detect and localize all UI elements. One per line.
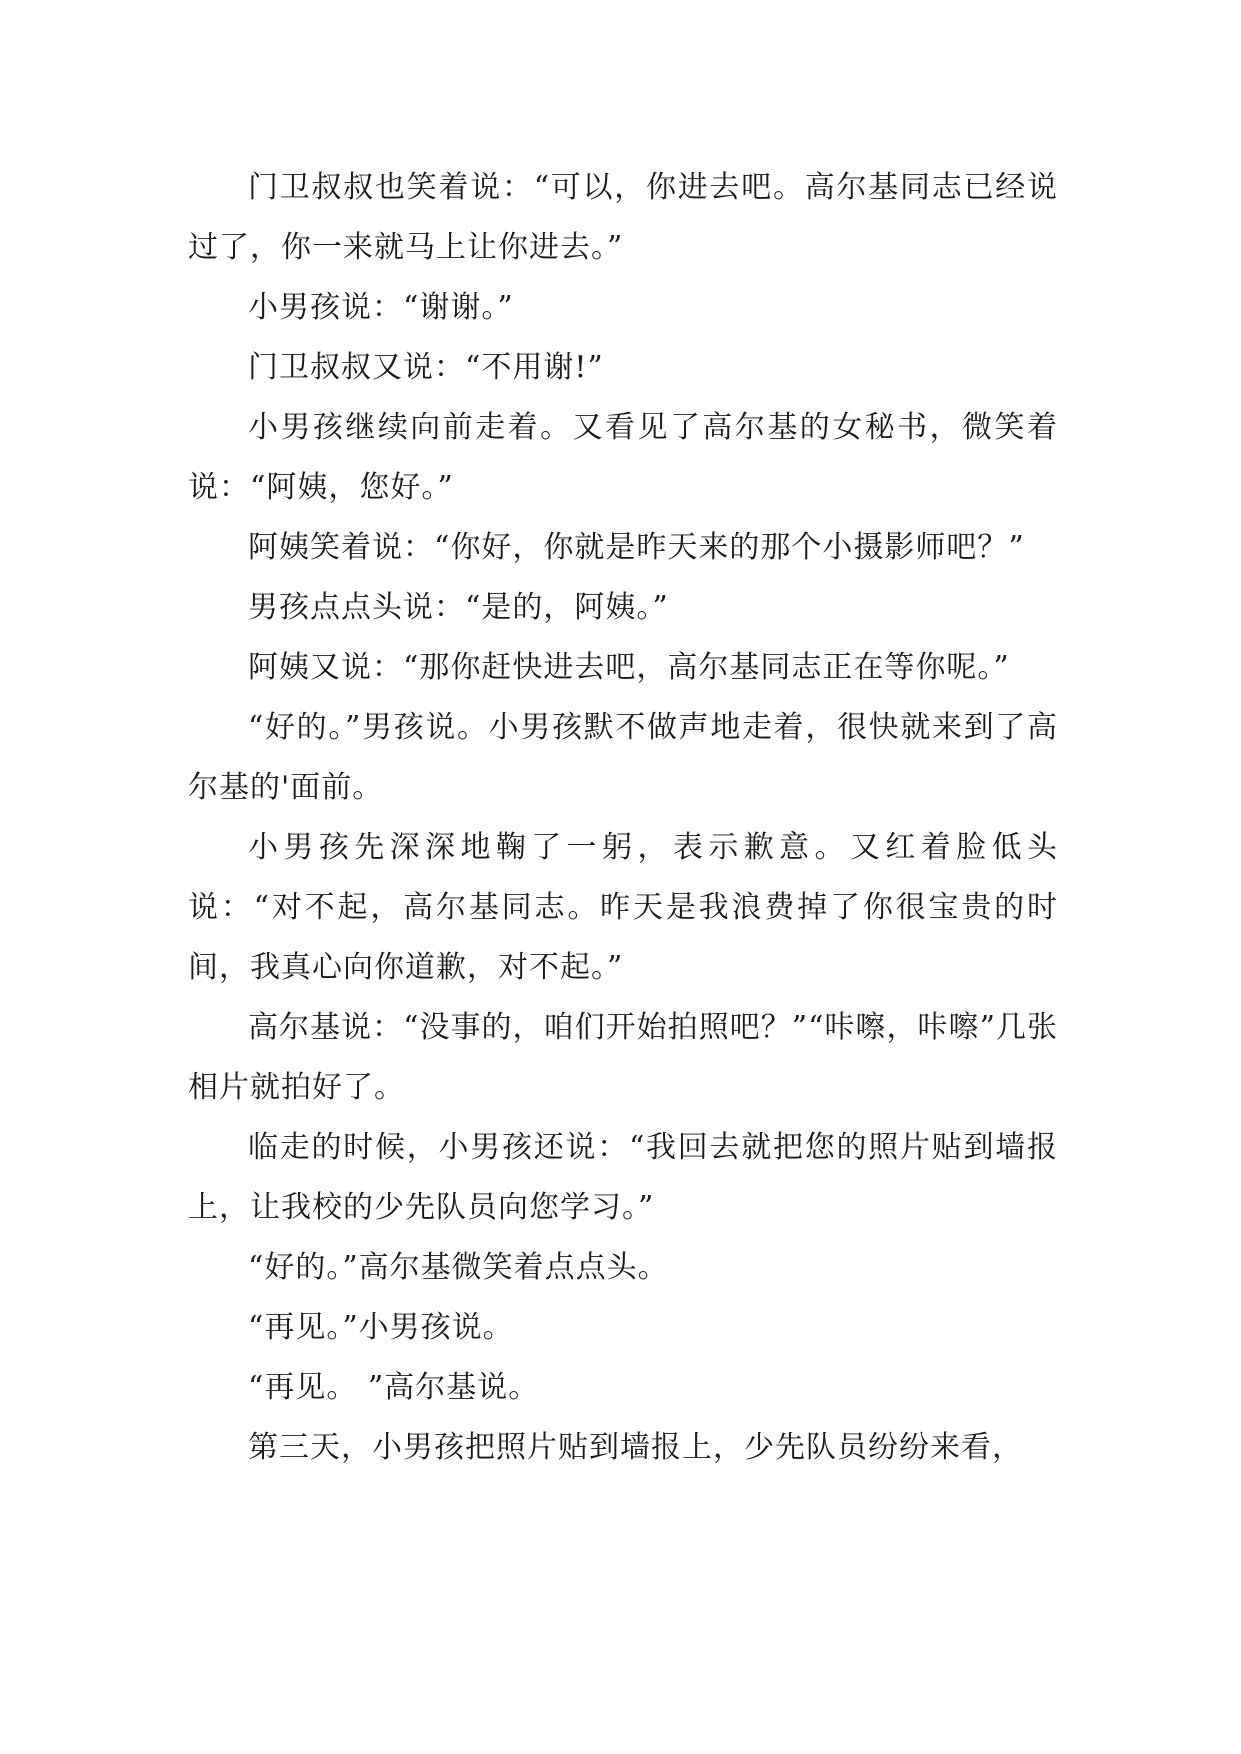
paragraph: 门卫叔叔又说：“不用谢!” [248,350,604,385]
paragraph: 临走的时候，小男孩还说：“我回去就把您的照片贴到墙报上，让我校的少先队员向您学习。” [188,1130,1058,1225]
paragraph: 阿姨笑着说：“你好，你就是昨天来的那个小摄影师吧？” [248,530,1025,565]
paragraph: “好的。”高尔基微笑着点点头。 [248,1250,669,1285]
paragraph: “好的。”男孩说。小男孩默不做声地走着，很快就来到了高尔基的'面前。 [188,710,1058,805]
paragraph: 第三天，小男孩把照片贴到墙报上，少先队员纷纷来看， [248,1430,1023,1465]
paragraph: “再见。”小男孩说。 [248,1310,514,1345]
paragraph: 小男孩继续向前走着。又看见了高尔基的女秘书，微笑着说：“阿姨，您好。” [188,410,1058,505]
paragraph: 高尔基说：“没事的，咱们开始拍照吧？”“咔嚓，咔嚓”几张相片就拍好了。 [188,1010,1058,1105]
paragraph: 男孩点点头说：“是的，阿姨。” [248,590,669,625]
document-body [188,158,1058,1478]
paragraph: 阿姨又说：“那你赶快进去吧，高尔基同志正在等你呢。” [248,650,1010,685]
paragraph: 小男孩说：“谢谢。” [248,290,514,325]
paragraph: 门卫叔叔也笑着说：“可以，你进去吧。高尔基同志已经说过了，你一来就马上让你进去。” [188,170,1058,265]
paragraph: 小男孩先深深地鞠了一躬，表示歉意。又红着脸低头说：“对不起，高尔基同志。昨天是我浪费掉了你很宝贵的时间，我真心向你道歉，对不起。” [188,830,1058,985]
paragraph: “再见。 ”高尔基说。 [248,1370,540,1405]
